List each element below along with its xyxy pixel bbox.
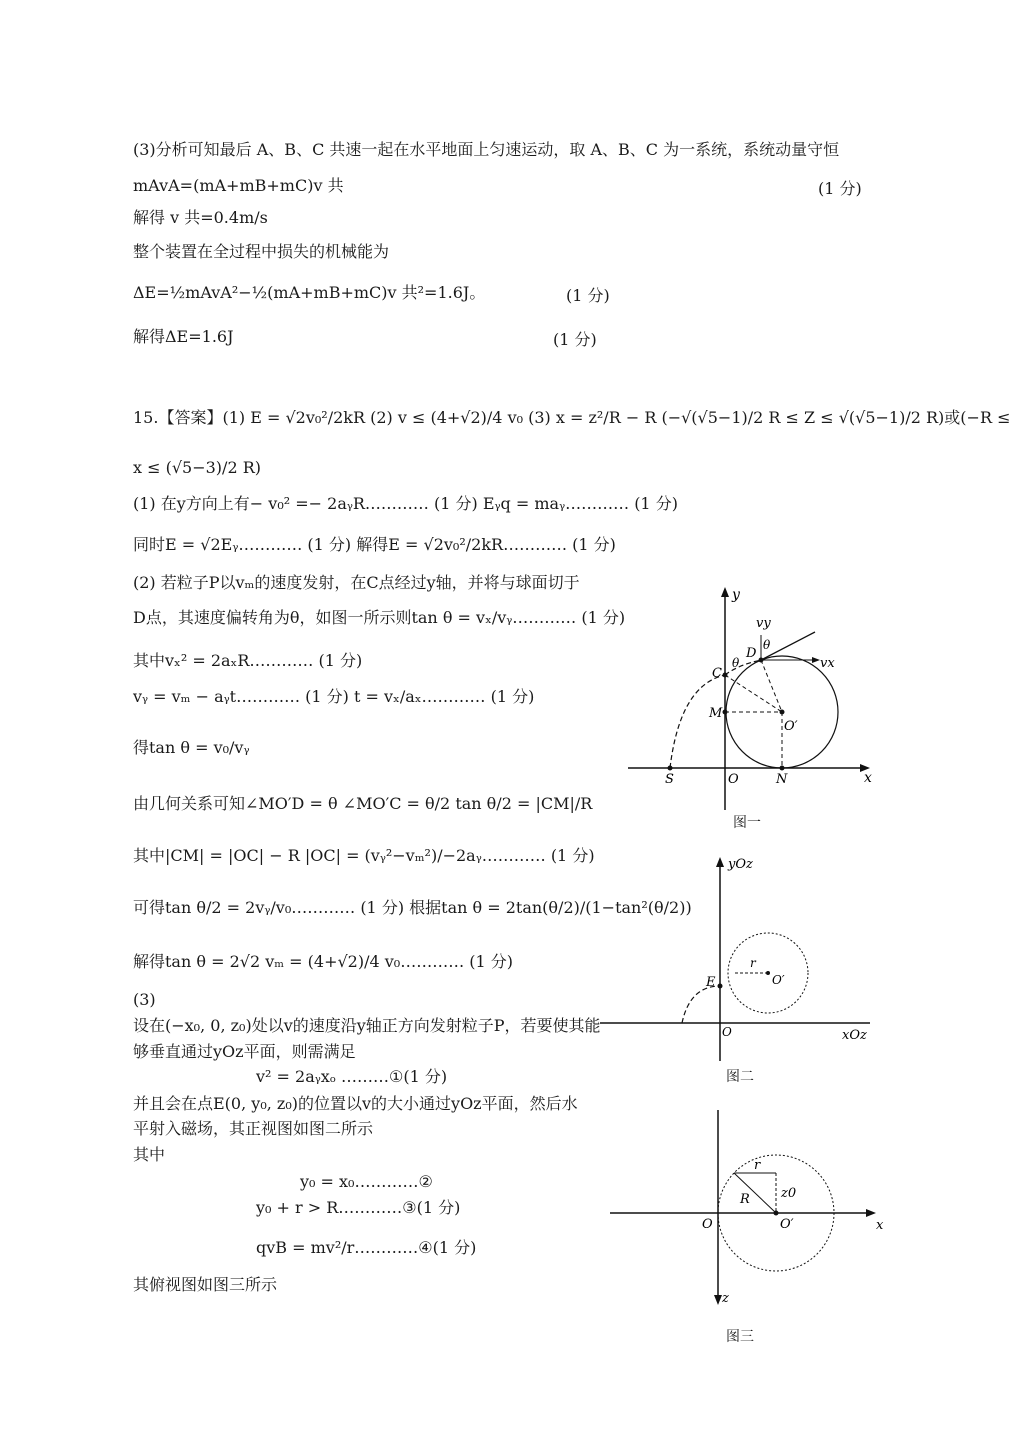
- fig3-label-O-prime: O′: [780, 1217, 794, 1232]
- fig1-label-theta-1: θ: [763, 638, 771, 652]
- q15-s2-line5: 得tan θ = v₀/vᵧ: [133, 738, 250, 757]
- fig3-label-z: z: [722, 1291, 729, 1306]
- fig1-label-vx: vx: [820, 656, 835, 671]
- fig1-label-y: y: [732, 587, 740, 603]
- q15-s2-line9: 解得tan θ = 2√2 vₘ = (4+√2)/4 v₀………… (1 分): [133, 952, 514, 971]
- q15-s2-line6: 由几何关系可知∠MO′D = θ ∠MO′C = θ/2 tan θ/2 = |CM|/R: [133, 794, 593, 813]
- q15-s3-line5: 其中: [133, 1145, 166, 1164]
- p3-energy-intro: 整个装置在全过程中损失的机械能为: [133, 242, 390, 261]
- fig2-label-O-prime: O′: [772, 973, 785, 987]
- q15-s3-line6: 其俯视图如图三所示: [133, 1275, 278, 1294]
- figure-2: [600, 853, 880, 1063]
- fig2-label-O: O: [722, 1025, 732, 1039]
- q15-s2-line4: vᵧ = vₘ − aᵧt………… (1 分) t = vₓ/aₓ………… (1 分): [133, 687, 535, 706]
- p3-score-3: (1 分): [553, 330, 597, 349]
- fig2-caption: 图二: [726, 1069, 754, 1085]
- q15-s3-line2: 够垂直通过yOz平面，则需满足: [133, 1042, 356, 1061]
- q15-s3-eq1: v² = 2aᵧxₒ ………①(1 分): [256, 1067, 448, 1086]
- q15-s3-line1: 设在(−x₀, 0, z₀)处以v的速度沿y轴正方向发射粒子P，若要使其能: [133, 1016, 601, 1035]
- q15-s3-label: (3): [133, 990, 156, 1009]
- fig2-label-r: r: [750, 956, 756, 970]
- fig1-label-theta-2: θ: [732, 656, 740, 670]
- fig1-label-N: N: [776, 772, 788, 787]
- p3-score-1: (1 分): [818, 179, 862, 198]
- fig1-label-O-prime: O′: [784, 719, 798, 734]
- q15-s2-line3: 其中vₓ² = 2aₓR………… (1 分): [133, 651, 363, 670]
- q15-s2-line8: 可得tan θ/2 = 2vᵧ/v₀………… (1 分) 根据tan θ = 2tan(θ/2)/(1−tan²(θ/2)): [133, 898, 692, 917]
- fig3-label-r: r: [754, 1158, 761, 1173]
- q15-s3-line4: 平射入磁场，其正视图如图二所示: [133, 1119, 374, 1138]
- fig3-label-O: O: [702, 1217, 713, 1232]
- q15-s3-eq3: y₀ + r > R…………③(1 分): [256, 1198, 461, 1217]
- p3-energy-result: 解得ΔE=1.6J: [133, 327, 234, 346]
- q15-s2-line1: (2) 若粒子P以vₘ的速度发射，在C点经过y轴，并将与球面切于: [133, 573, 580, 592]
- p3-score-2: (1 分): [566, 286, 610, 305]
- p3-velocity: 解得 v 共=0.4m/s: [133, 208, 268, 227]
- fig1-label-x: x: [864, 770, 872, 786]
- fig3-label-z0: z0: [781, 1186, 797, 1201]
- q15-s1-line1: (1) 在y方向上有− v₀² =− 2aᵧR………… (1 分) Eᵧq = maᵧ………… (1 分): [133, 494, 678, 513]
- q15-s3-line3: 并且会在点E(0, y₀, z₀)的位置以v的大小通过yOz平面，然后水: [133, 1094, 578, 1113]
- q15-s2-line2: D点，其速度偏转角为θ，如图一所示则tan θ = vₓ/vᵧ………… (1 分): [133, 608, 626, 627]
- p3-line1: (3)分析可知最后 A、B、C 共速一起在水平地面上匀速运动，取 A、B、C 为一系统，系统动量守恒: [133, 140, 840, 159]
- fig1-label-M: M: [709, 706, 723, 721]
- q15-s1-line2: 同时E = √2Eᵧ………… (1 分) 解得E = √2v₀²/2kR………… (1 分): [133, 535, 616, 554]
- fig3-caption: 图三: [726, 1329, 754, 1345]
- q15-answer-head: 15.【答案】(1) E = √2v₀²/2kR (2) v ≤ (4+√2)/4 v₀ (3) x = z²/R − R (−√(√5−1)/2 R ≤ Z ≤ √(√5−1)/2 R)或(−R ≤: [133, 408, 1011, 427]
- fig1-label-O: O: [728, 772, 739, 787]
- fig2-label-yOz: yOz: [728, 857, 753, 872]
- fig2-label-xOz: xOz: [842, 1028, 867, 1043]
- fig1-label-vy: vy: [756, 616, 771, 631]
- q15-answer-head-2: x ≤ (√5−3)/2 R): [133, 458, 261, 477]
- q15-s3-eq4: qvB = mv²/r…………④(1 分): [256, 1238, 477, 1257]
- fig3-label-x: x: [876, 1218, 884, 1233]
- p3-momentum-eq: mAvA=(mA+mB+mC)v 共: [133, 176, 344, 195]
- figure-3: [600, 1105, 890, 1310]
- fig1-label-D: D: [746, 646, 757, 661]
- fig2-label-E: E: [706, 975, 716, 990]
- fig1-caption: 图一: [733, 815, 761, 831]
- q15-s2-line7: 其中|CM| = |OC| − R |OC| = (vᵧ²−vₘ²)/−2aᵧ………… (1 分): [133, 846, 595, 865]
- q15-s3-eq2: y₀ = x₀…………②: [300, 1172, 433, 1191]
- fig1-label-C: C: [712, 666, 722, 681]
- figure-1: [620, 585, 880, 825]
- p3-energy-eq: ΔE=½mAvA²−½(mA+mB+mC)v 共²=1.6J。: [133, 283, 486, 302]
- fig1-label-S: S: [665, 772, 674, 787]
- fig3-label-R: R: [740, 1192, 750, 1207]
